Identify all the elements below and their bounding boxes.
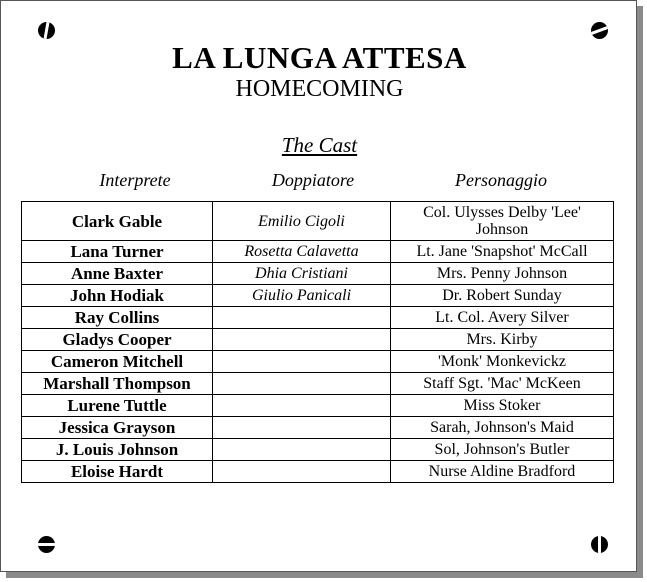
cell-dubber: Rosetta Calavetta <box>213 241 391 263</box>
cell-actor: J. Louis Johnson <box>22 439 213 461</box>
screw-icon-top-right <box>591 22 608 39</box>
film-title: LA LUNGA ATTESA <box>172 40 467 75</box>
column-header-actor: Interprete <box>99 170 171 190</box>
table-row <box>22 285 614 307</box>
cell-actor: Jessica Grayson <box>22 417 213 439</box>
cell-actor: Lurene Tuttle <box>22 395 213 417</box>
table-row <box>22 395 614 417</box>
table-row <box>22 329 614 351</box>
cell-role: 'Monk' Monkevickz <box>391 351 614 373</box>
cell-dubber <box>213 373 391 395</box>
screw-icon-top-left <box>38 22 55 39</box>
cast-table <box>21 201 614 483</box>
table-row <box>22 461 614 483</box>
cell-actor: Cameron Mitchell <box>22 351 213 373</box>
cell-actor: John Hodiak <box>22 285 213 307</box>
cell-role: Staff Sgt. 'Mac' McKeen <box>391 373 614 395</box>
column-header-dubber: Doppiatore <box>271 170 355 190</box>
column-header-role: Personaggio <box>455 170 547 190</box>
table-row <box>22 307 614 329</box>
cell-role: Sol, Johnson's Butler <box>391 439 614 461</box>
cell-role: Lt. Jane 'Snapshot' McCall <box>391 241 614 263</box>
table-row <box>22 263 614 285</box>
cell-actor: Anne Baxter <box>22 263 213 285</box>
table-row <box>22 351 614 373</box>
table-row <box>22 202 614 241</box>
cell-actor: Ray Collins <box>22 307 213 329</box>
cell-role: Dr. Robert Sunday <box>391 285 614 307</box>
cast-heading: The Cast <box>281 133 358 157</box>
table-row <box>22 241 614 263</box>
cell-actor: Marshall Thompson <box>22 373 213 395</box>
cell-dubber <box>213 417 391 439</box>
table-row <box>22 439 614 461</box>
cell-role: Mrs. Penny Johnson <box>391 263 614 285</box>
screw-icon-bottom-left <box>38 536 55 553</box>
cell-role: Col. Ulysses Delby 'Lee' Johnson <box>391 202 614 241</box>
cell-actor: Gladys Cooper <box>22 329 213 351</box>
cell-actor: Eloise Hardt <box>22 461 213 483</box>
cell-dubber <box>213 439 391 461</box>
cell-dubber: Giulio Panicali <box>213 285 391 307</box>
cell-dubber <box>213 351 391 373</box>
cell-dubber <box>213 395 391 417</box>
cell-role: Sarah, Johnson's Maid <box>391 417 614 439</box>
table-row <box>22 417 614 439</box>
cell-role: Mrs. Kirby <box>391 329 614 351</box>
film-subtitle: HOMECOMING <box>235 76 404 102</box>
cell-dubber: Dhia Cristiani <box>213 263 391 285</box>
cell-dubber <box>213 461 391 483</box>
cell-actor: Lana Turner <box>22 241 213 263</box>
cell-actor: Clark Gable <box>22 202 213 241</box>
table-row <box>22 373 614 395</box>
cell-dubber <box>213 307 391 329</box>
screw-icon-bottom-right <box>591 536 608 553</box>
cell-dubber: Emilio Cigoli <box>213 202 391 241</box>
cell-dubber <box>213 329 391 351</box>
cell-role: Lt. Col. Avery Silver <box>391 307 614 329</box>
cell-role: Nurse Aldine Bradford <box>391 461 614 483</box>
cell-role: Miss Stoker <box>391 395 614 417</box>
